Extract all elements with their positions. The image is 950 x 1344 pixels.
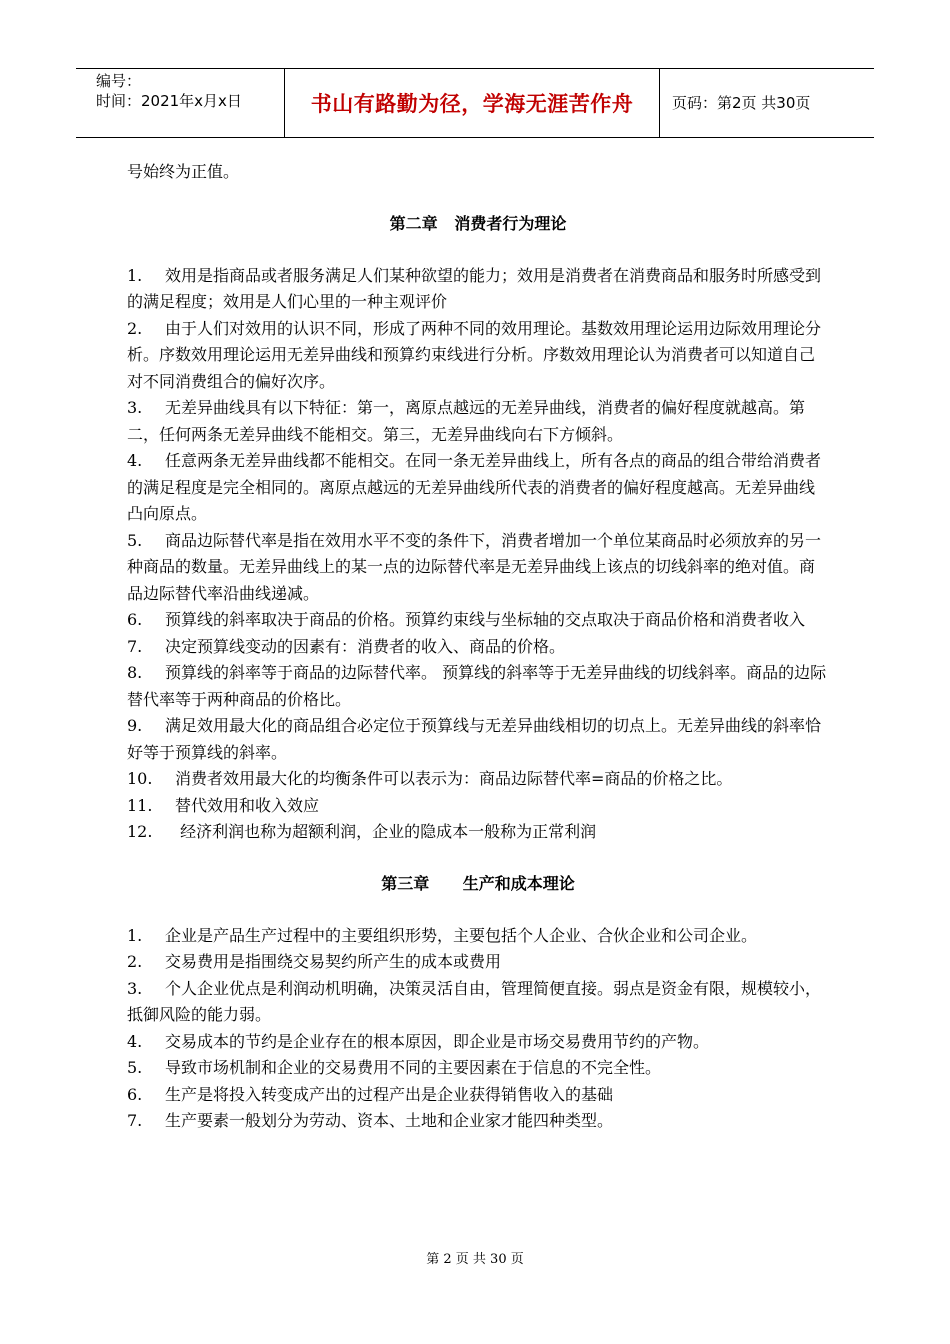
- item-text: 决定预算线变动的因素有：消费者的收入、商品的价格。: [165, 636, 566, 656]
- item-number: 3.: [127, 978, 143, 998]
- chapter2-item: [127, 660, 829, 713]
- chapter2-item: [127, 793, 829, 820]
- chapter3-item: [127, 1108, 829, 1135]
- document-body: [127, 159, 829, 1135]
- item-text: 预算线的斜率等于商品的边际替代率。 预算线的斜率等于无差异曲线的切线斜率。商品的边际替代率等于两种商品的价格比。: [127, 663, 827, 709]
- chapter2-item: [127, 766, 829, 793]
- chapter2-item: [127, 819, 829, 846]
- header-page-label: 页码：第2页 共30页: [672, 94, 811, 112]
- header-meta-cell: [76, 69, 285, 137]
- item-text: 经济利润也称为超额利润，企业的隐成本一般称为正常利润: [175, 822, 597, 841]
- header-page-cell: [660, 69, 874, 137]
- item-text: 替代效用和收入效应: [175, 795, 320, 815]
- item-number: 2.: [127, 318, 143, 338]
- item-number: 1.: [127, 265, 143, 285]
- item-number: 7.: [127, 1111, 143, 1130]
- item-text: 交易成本的节约是企业存在的根本原因，即企业是市场交易费用节约的产物。: [165, 1031, 710, 1051]
- item-number: 4.: [127, 451, 143, 470]
- header-table: [76, 68, 874, 138]
- chapter3-item: [127, 976, 829, 1029]
- item-number: 12.: [127, 822, 153, 841]
- item-text: 交易费用是指围绕交易契约所产生的成本或费用: [165, 952, 502, 971]
- item-text: 满足效用最大化的商品组合必定位于预算线与无差异曲线相切的切点上。无差异曲线的斜率恰好等于预算线的斜率。: [127, 716, 822, 762]
- document-number-label: 编号：: [96, 72, 142, 90]
- item-number: 10.: [127, 769, 153, 788]
- chapter2-list: [127, 263, 829, 846]
- chapter3-item: [127, 1055, 829, 1082]
- chapter3-item: [127, 923, 829, 950]
- item-text: 生产要素一般划分为劳动、资本、土地和企业家才能四种类型。: [165, 1111, 614, 1130]
- item-number: 7.: [127, 636, 143, 656]
- header-motto: 书山有路勤为径，学海无涯苦作舟: [310, 92, 634, 116]
- chapter2-item: [127, 528, 829, 608]
- item-number: 5.: [127, 1058, 143, 1077]
- chapter2-item: [127, 448, 829, 528]
- chapter3-list: [127, 923, 829, 1135]
- chapter2-item: [127, 634, 829, 661]
- item-text: 企业是产品生产过程中的主要组织形势，主要包括个人企业、合伙企业和公司企业。: [165, 925, 758, 945]
- item-text: 消费者效用最大化的均衡条件可以表示为：商品边际替代率=商品的价格之比。: [175, 769, 733, 788]
- document-time-label: 时间：2021年x月x日: [96, 92, 242, 110]
- item-number: 3.: [127, 398, 143, 417]
- item-number: 9.: [127, 716, 143, 735]
- chapter2-item: [127, 263, 829, 316]
- chapter2-title: 第二章 消费者行为理论: [389, 213, 567, 233]
- item-text: 任意两条无差异曲线都不能相交。在同一条无差异曲线上，所有各点的商品的组合带给消费者的满足程度是完全相同的。离原点越远的无差异曲线所代表的消费者的偏好程度越高。无差异曲线凸向原点。: [127, 451, 822, 523]
- chapter2-item: [127, 607, 829, 634]
- item-number: 4.: [127, 1031, 143, 1051]
- page-footer: 第 2 页 共 30 页: [426, 1252, 524, 1267]
- item-text: 无差异曲线具有以下特征：第一，离原点越远的无差异曲线，消费者的偏好程度就越高。第二，任何两条无差异曲线不能相交。第三，无差异曲线向右下方倾斜。: [127, 398, 806, 444]
- item-text: 导致市场机制和企业的交易费用不同的主要因素在于信息的不完全性。: [165, 1058, 662, 1077]
- chapter3-title: 第三章 生产和成本理论: [381, 873, 575, 893]
- item-text: 预算线的斜率取决于商品的价格。预算约束线与坐标轴的交点取决于商品价格和消费者收入: [165, 610, 806, 629]
- item-number: 6.: [127, 610, 143, 629]
- item-number: 6.: [127, 1084, 143, 1104]
- carryover-text: 号始终为正值。: [127, 162, 240, 181]
- item-number: 8.: [127, 663, 143, 682]
- item-text: 效用是指商品或者服务满足人们某种欲望的能力；效用是消费者在消费商品和服务时所感受到的满足程度；效用是人们心里的一种主观评价: [127, 265, 822, 311]
- item-text: 生产是将投入转变成产出的过程产出是企业获得销售收入的基础: [165, 1084, 614, 1104]
- chapter3-item: [127, 1082, 829, 1109]
- chapter2-item: [127, 713, 829, 766]
- item-text: 商品边际替代率是指在效用水平不变的条件下，消费者增加一个单位某商品时必须放弃的另一种商品的数量。无差异曲线上的某一点的边际替代率是无差异曲线上该点的切线斜率的绝对值。商品边际替代率沿曲线递减。: [127, 530, 822, 603]
- header-motto-cell: [285, 69, 660, 137]
- chapter2-item: [127, 395, 829, 448]
- chapter3-item: [127, 1029, 829, 1056]
- chapter3-item: [127, 949, 829, 976]
- chapter2-item: [127, 316, 829, 396]
- item-text: 个人企业优点是利润动机明确，决策灵活自由，管理简便直接。弱点是资金有限，规模较小，抵御风险的能力弱。: [127, 978, 822, 1024]
- item-text: 由于人们对效用的认识不同，形成了两种不同的效用理论。基数效用理论运用边际效用理论分析。序数效用理论运用无差异曲线和预算约束线进行分析。序数效用理论认为消费者可以知道自己对不同消费组合的偏好次序。: [127, 318, 822, 391]
- item-number: 5.: [127, 530, 143, 550]
- item-number: 11.: [127, 795, 153, 815]
- item-number: 2.: [127, 952, 143, 971]
- item-number: 1.: [127, 925, 143, 945]
